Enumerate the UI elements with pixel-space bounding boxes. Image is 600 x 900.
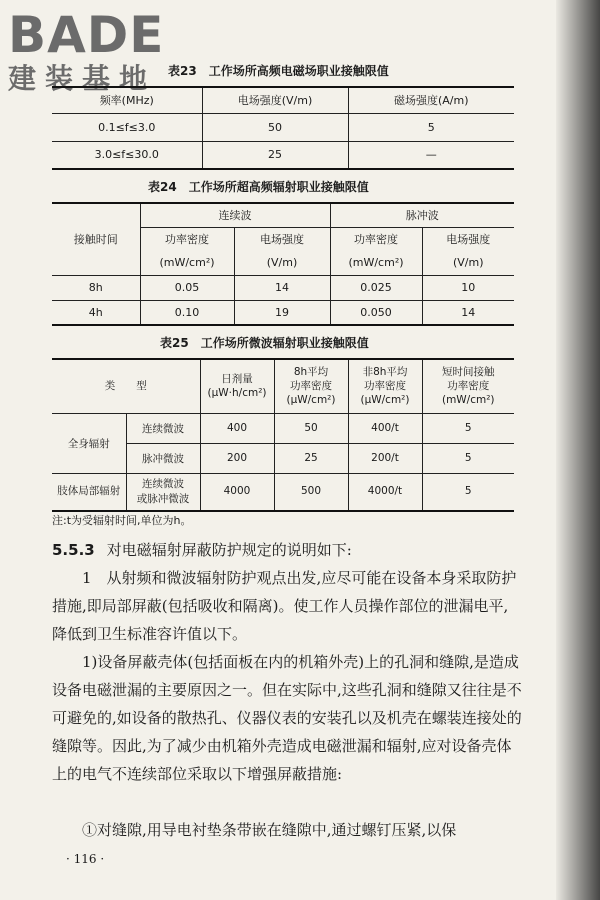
table23-caption — [168, 62, 389, 79]
table25-cell: 5 — [422, 473, 514, 511]
table24-cell: 8h — [52, 275, 140, 300]
header-line: 短时间接触 — [442, 366, 495, 379]
table23 — [52, 86, 514, 170]
header-line: 功率密度 — [447, 380, 490, 393]
page-edge-shadow — [556, 0, 600, 900]
header-line: 8h平均 — [293, 366, 329, 379]
table23-cell: — — [348, 141, 514, 169]
table24-power-header: 功率密度 — [140, 227, 234, 251]
table-row — [52, 473, 514, 511]
table23-cell: 50 — [202, 113, 348, 141]
header-line: 功率密度 — [364, 380, 406, 393]
table25-cell: 5 — [422, 443, 514, 473]
table25-type-header: 类 型 — [52, 359, 200, 413]
table23-number: 表23 — [168, 64, 197, 78]
table-row — [52, 87, 514, 113]
table25-cell: 400 — [200, 413, 274, 443]
header-line: 非8h平均 — [362, 366, 408, 379]
table23-cell: 5 — [348, 113, 514, 141]
watermark-logo — [8, 6, 183, 96]
table24-cell: 0.05 — [140, 275, 234, 300]
table25-cell: 400/t — [348, 413, 422, 443]
table-row — [52, 300, 514, 325]
table-row — [52, 113, 514, 141]
table24-power-unit: (mW/cm²) — [140, 251, 234, 275]
table25-cell: 4000/t — [348, 473, 422, 511]
table25-avg8-header — [274, 359, 348, 413]
table25-cell: 500 — [274, 473, 348, 511]
cell-line: 连续微波 — [142, 477, 184, 490]
header-unit: (μW/cm²) — [360, 394, 410, 407]
table25-cell: 25 — [274, 443, 348, 473]
table25-title: 工作场所微波辐射职业接触限值 — [200, 336, 369, 350]
table25-cell: 4000 — [200, 473, 274, 511]
table24-time-header: 接触时间 — [52, 203, 140, 275]
logo-word: BADE — [8, 6, 165, 64]
section-heading-text: 对电磁辐射屏蔽防护规定的说明如下: — [106, 541, 352, 559]
table25-caption — [160, 334, 369, 351]
table24-title: 工作场所超高频辐射职业接触限值 — [188, 180, 369, 194]
section-heading — [52, 536, 522, 564]
table24-cell: 19 — [234, 300, 330, 325]
table24-continuous-header: 连续波 — [140, 203, 330, 227]
table24-caption — [148, 178, 369, 195]
table24-cell: 10 — [422, 275, 514, 300]
table25-cell: 连续微波 — [126, 413, 200, 443]
table25-cell: 200/t — [348, 443, 422, 473]
table25-daily-header — [200, 359, 274, 413]
table25-number: 表25 — [160, 336, 189, 350]
paragraph-3: ①对缝隙,用导电衬垫条带嵌在缝隙中,通过螺钉压紧,以保 — [82, 821, 457, 839]
table-row — [52, 203, 514, 227]
table23-title: 工作场所高频电磁场职业接触限值 — [208, 64, 389, 78]
paragraph-1: 1 从射频和微波辐射防护观点出发,应尽可能在设备本身采取防护措施,即局部屏蔽(包括吸收和隔离)。使工作人员操作部位的泄漏电平,降低到卫生标准容许值以下。 — [52, 569, 517, 643]
table25-cell: 200 — [200, 443, 274, 473]
table24-field-header: 电场强度 — [234, 227, 330, 251]
table25-non8-header — [348, 359, 422, 413]
table25 — [52, 358, 514, 512]
table24-field-header: 电场强度 — [422, 227, 514, 251]
table25-cell: 5 — [422, 413, 514, 443]
header-unit: (μW/cm²) — [286, 394, 336, 407]
table24-power-header: 功率密度 — [330, 227, 422, 251]
table24-field-unit: (V/m) — [422, 251, 514, 275]
header-unit: (mW/cm²) — [441, 394, 495, 407]
header-line: 日剂量 — [221, 373, 253, 386]
logo-subtitle: 建装基地 — [8, 62, 157, 95]
table24-power-unit: (mW/cm²) — [330, 251, 422, 275]
header-line: 功率密度 — [290, 380, 332, 393]
table25-group-limb: 肢体局部辐射 — [52, 473, 126, 511]
table24-field-unit: (V/m) — [234, 251, 330, 275]
table23-cell: 0.1≤f≤3.0 — [52, 113, 202, 141]
table25-short-header — [422, 359, 514, 413]
table25-cell: 50 — [274, 413, 348, 443]
table23-header: 频率(MHz) — [52, 87, 202, 113]
table24-cell: 14 — [422, 300, 514, 325]
table-row — [52, 359, 514, 413]
header-unit: (μW·h/cm²) — [207, 387, 267, 400]
table24 — [52, 202, 514, 326]
table24-cell: 4h — [52, 300, 140, 325]
table24-cell: 14 — [234, 275, 330, 300]
section-number: 5.5.3 — [52, 541, 95, 559]
table24-cell: 0.025 — [330, 275, 422, 300]
table25-cell: 脉冲微波 — [126, 443, 200, 473]
table-row — [52, 141, 514, 169]
table23-cell: 3.0≤f≤30.0 — [52, 141, 202, 169]
table24-cell: 0.10 — [140, 300, 234, 325]
table-row — [52, 413, 514, 443]
table25-cell — [126, 473, 200, 511]
table23-cell: 25 — [202, 141, 348, 169]
page-number: · 116 · — [66, 852, 105, 866]
table23-header: 电场强度(V/m) — [202, 87, 348, 113]
table-note: 注:t为受辐射时间,单位为h。 — [52, 514, 192, 527]
table24-cell: 0.050 — [330, 300, 422, 325]
table25-group-whole-body: 全身辐射 — [52, 413, 126, 473]
paragraph-2: 1)设备屏蔽壳体(包括面板在内的机箱外壳)上的孔洞和缝隙,是造成设备电磁泄漏的主要原因之一。但在实际中,这些孔洞和缝隙又往往是不可避免的,如设备的散热孔、仪器仪表的安装孔以及机壳在螺装连接处的缝隙等。因此,为了减少由机箱外壳造成电磁泄漏和辐射,应对设备壳体上的电气不连续部位采取以下增强屏蔽措施: — [52, 653, 522, 783]
table-row — [52, 275, 514, 300]
table24-pulse-header: 脉冲波 — [330, 203, 514, 227]
cell-line: 或脉冲微波 — [136, 492, 190, 505]
table24-number: 表24 — [148, 180, 177, 194]
table23-header: 磁场强度(A/m) — [348, 87, 514, 113]
